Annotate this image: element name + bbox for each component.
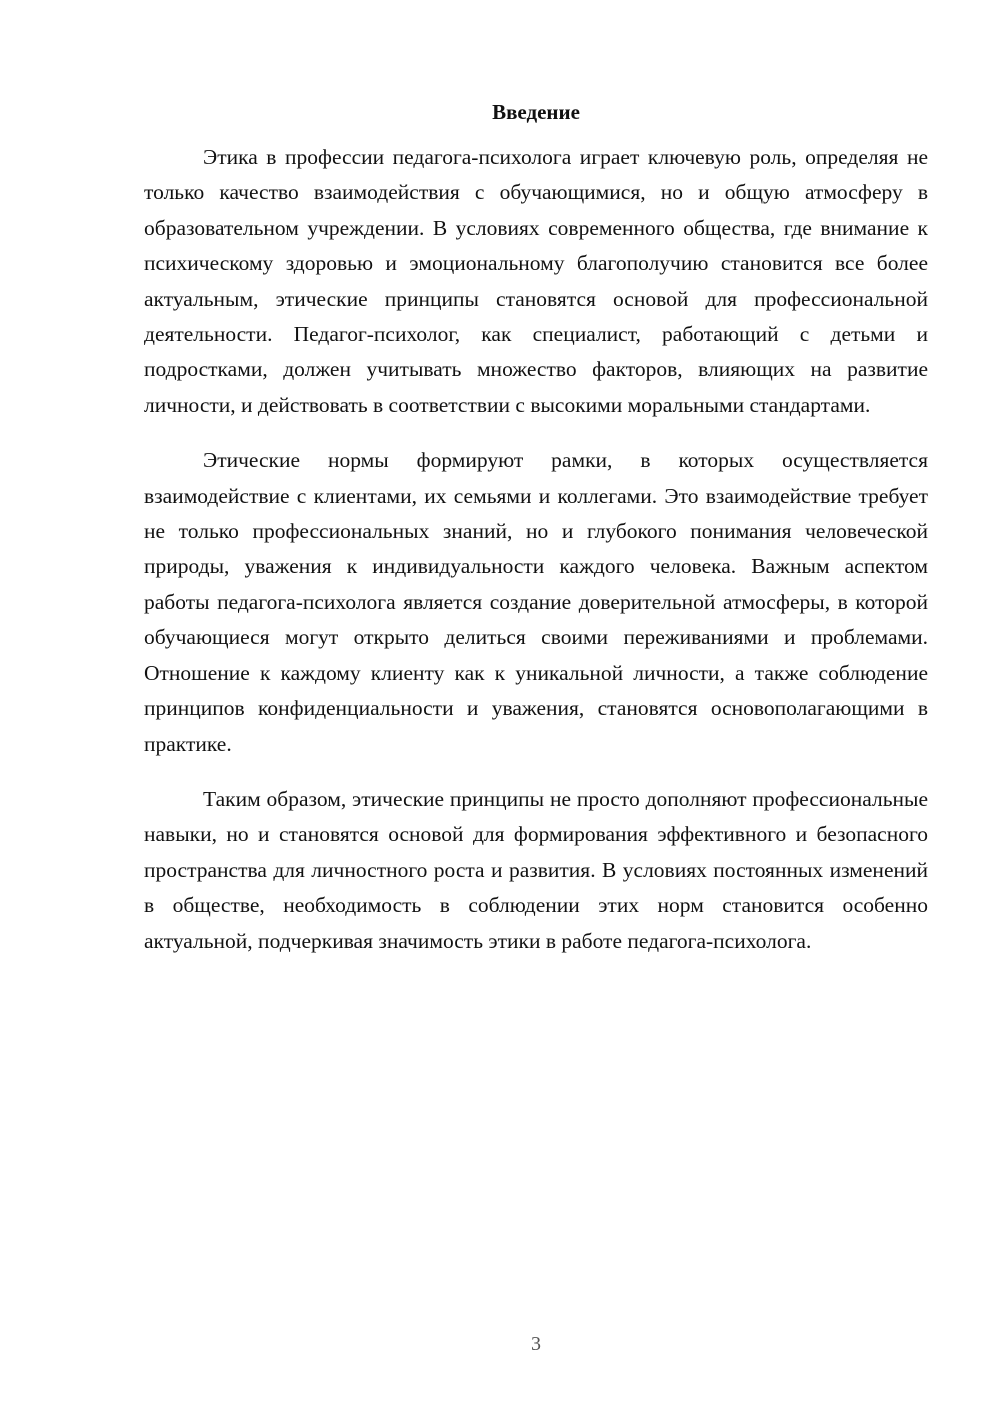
page-content [144, 96, 928, 959]
paragraph-2: Этические нормы формируют рамки, в которых осуществляется взаимодействие с клиентами, их семьями и коллегами. Это взаимодействие требует не только профессиональных знаний, но и глубокого понимания человеческой природы, уважения к индивидуальности каждого человека. Важным аспектом работы педагога-психолога является создание доверительной атмосферы, в которой обучающиеся могут открыто делиться своими переживаниями и проблемами. Отношение к каждому клиенту как к уникальной личности, а также соблюдение принципов конфиденциальности и уважения, становятся основополагающими в практике. [144, 448, 928, 756]
paragraph-3: Таким образом, этические принципы не просто дополняют профессиональные навыки, но и становятся основой для формирования эффективного и безопасного пространства для личностного роста и развития. В условиях постоянных изменений в обществе, необходимость в соблюдении этих норм становится особенно актуальной, подчеркивая значимость этики в работе педагога-психолога. [144, 786, 928, 953]
page-number: 3 [531, 1333, 541, 1355]
paragraph-1: Этика в профессии педагога-психолога играет ключевую роль, определяя не только качество взаимодействия с обучающимися, но и общую атмосферу в образовательном учреждении. В условиях современного общества, где внимание к психическому здоровью и эмоциональному благополучию становится все более актуальным, этические принципы становятся основой для профессиональной деятельности. Педагог-психолог, как специалист, работающий с детьми и подростками, должен учитывать множество факторов, влияющих на развитие личности, и действовать в соответствии с высокими моральными стандартами. [144, 145, 928, 417]
section-heading: Введение [492, 100, 580, 124]
